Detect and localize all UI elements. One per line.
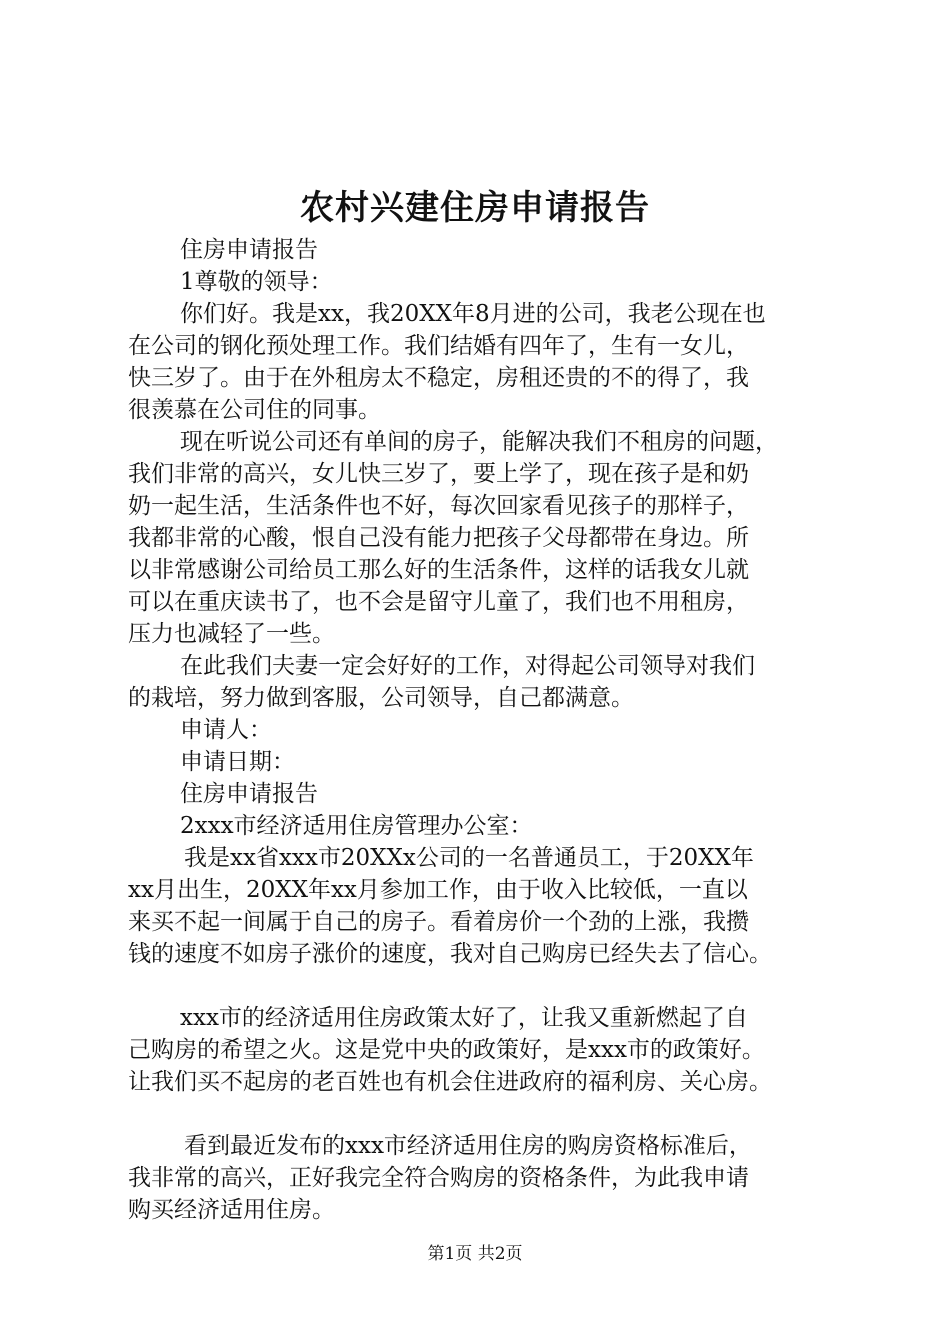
paragraph-line: 我是xx省xxx市20XXx公司的一名普通员工，于20XX年 (184, 845, 754, 871)
paragraph-line: 我非常的高兴，正好我完全符合购房的资格条件，为此我申请 (128, 1165, 749, 1191)
paragraph-line: 钱的速度不如房子涨价的速度，我对自己购房已经失去了信心。 (128, 941, 772, 967)
paragraph-line: 看到最近发布的xxx市经济适用住房的购房资格标准后， (184, 1133, 752, 1159)
paragraph-line: 快三岁了。由于在外租房太不稳定，房租还贵的不的得了，我 (128, 365, 749, 391)
paragraph-line: xxx市的经济适用住房政策太好了，让我又重新燃起了自 (180, 1005, 748, 1031)
paragraph-line: 我都非常的心酸，恨自己没有能力把孩子父母都带在身边。所 (128, 525, 749, 551)
paragraph-line: 来买不起一间属于自己的房子。看着房价一个劲的上涨，我攒 (128, 909, 749, 935)
document-body (128, 234, 836, 1226)
paragraph-gap (128, 970, 836, 1002)
page-footer: 第1页 共2页 (427, 1244, 523, 1264)
paragraph-line: 奶一起生活，生活条件也不好，每次回家看见孩子的那样子， (128, 493, 749, 519)
salutation: 1尊敬的领导： (180, 269, 333, 295)
paragraph-line: 以非常感谢公司给员工那么好的生活条件，这样的话我女儿就 (128, 557, 749, 583)
paragraph-line: 让我们买不起房的老百姓也有机会住进政府的福利房、关心房。 (128, 1069, 772, 1095)
paragraph-line: 在此我们夫妻一定会好好的工作，对得起公司领导对我们 (180, 653, 755, 679)
paragraph-line: 现在听说公司还有单间的房子，能解决我们不租房的问题， (180, 429, 778, 455)
paragraph-line: 购买经济适用住房。 (128, 1197, 335, 1223)
paragraph-gap (128, 1098, 836, 1130)
paragraph-line: 你们好。我是xx，我20XX年8月进的公司，我老公现在也 (180, 301, 766, 327)
recipient-line: 2xxx市经济适用住房管理办公室： (180, 813, 533, 839)
paragraph-line: 我们非常的高兴，女儿快三岁了，要上学了，现在孩子是和奶 (128, 461, 749, 487)
paragraph-line: 压力也减轻了一些。 (128, 621, 335, 647)
applicant-label: 申请人： (180, 717, 272, 743)
date-label: 申请日期： (180, 749, 295, 775)
paragraph-line: 很羡慕在公司住的同事。 (128, 397, 381, 423)
document-title: 农村兴建住房申请报告 (300, 188, 650, 228)
paragraph-line: 己购房的希望之火。这是党中央的政策好，是xxx市的政策好。 (128, 1037, 765, 1063)
section-heading: 住房申请报告 (180, 237, 318, 263)
section-heading: 住房申请报告 (180, 781, 318, 807)
paragraph-line: 可以在重庆读书了，也不会是留守儿童了，我们也不用租房， (128, 589, 749, 615)
paragraph-line: 在公司的钢化预处理工作。我们结婚有四年了，生有一女儿， (128, 333, 749, 359)
paragraph-line: 的栽培，努力做到客服，公司领导，自己都满意。 (128, 685, 634, 711)
paragraph-line: xx月出生，20XX年xx月参加工作，由于收入比较低，一直以 (128, 877, 748, 903)
